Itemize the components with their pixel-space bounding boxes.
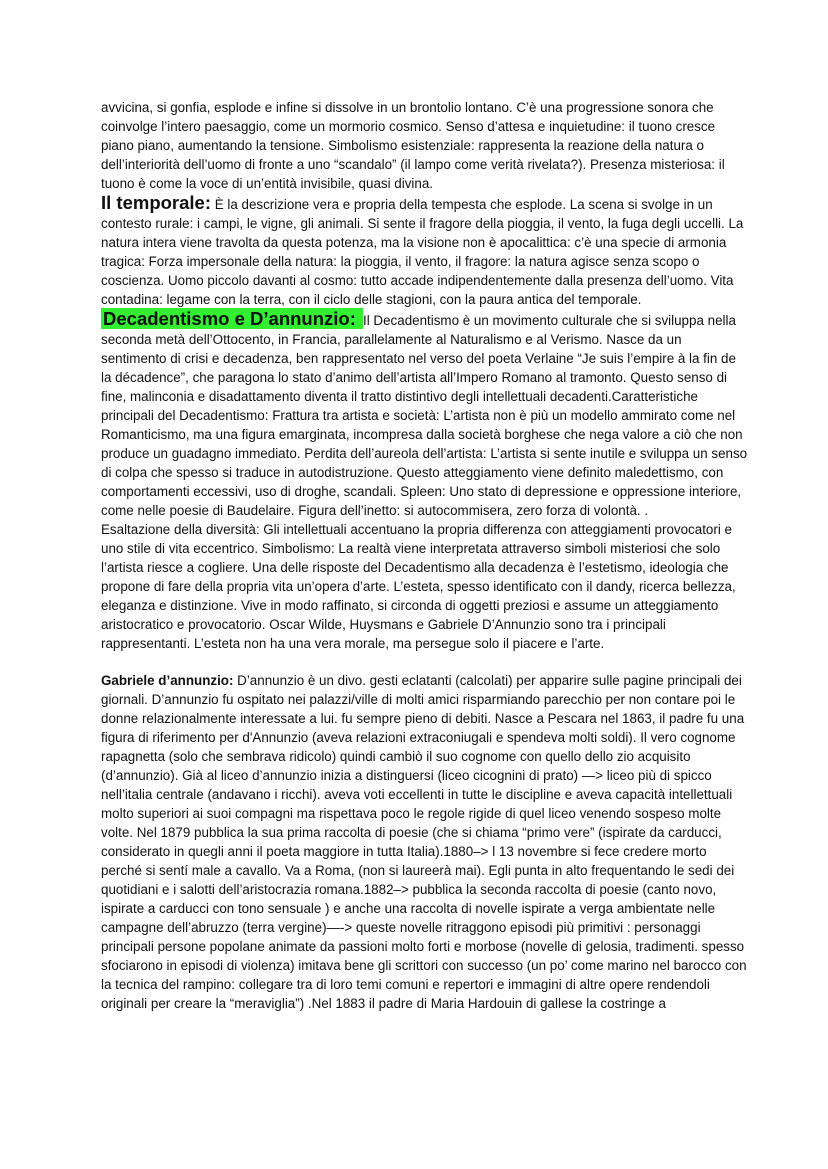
temporale-text: È la descrizione vera e propria della tempesta che esplode. La scena si svolge in un contesto rurale: i campi, le vigne, gli animali. Si sente il fragore della pioggia, il vento, la fuga degli uccelli. La natura intera viene travolta da questa potenza, ma la visione non è apocalittica: c’è una specie di armonia tragica: Forza impersonale della natura: la pioggia, il vento, il fragore: la natura agisce senza scopo o coscienza. Uomo piccolo davanti al cosmo: tutto accade indipendentemente dalla presenza dell’uomo. Vita contadina: legame con la terra, con il ciclo delle stagioni, con la paura antica del temporale.	[101, 197, 744, 307]
paragraph-gap	[101, 653, 748, 671]
paragraph-decadentismo-2	[101, 520, 748, 653]
gabriele-text: D’annunzio è un divo. gesti eclatanti (calcolati) per apparire sulle pagine principali dei giornali. D’annunzio fu ospitato nei palazzi/ville di molti amici risparmiando parecchio per non contare poi le donne relazionalmente interessate a lui. fu sempre pieno di debiti. Nasce a Pescara nel 1863, il padre fu una figura di riferimento per d'Annunzio (aveva relazioni extraconiugali e spendeva molti soldi). Il vero cognome rapagnetta (solo che sembrava ridicolo) quindi cambiò il suo cognome con quello dello zio acquisito (d’annunzio). Già al liceo d’annunzio inizia a distinguersi (liceo cicognini di prato) —> liceo più di spicco nell’italia centrale (andavano i ricchi). aveva voti eccellenti in tutte le discipline e aveva capacità intellettuali molto superiori ai suoi compagni ma rispettava poco le regole rigide di quel liceo venendo sospeso molte volte. Nel 1879 pubblica la sua prima raccolta di poesie (che si chiama “primo vere” (ispirate da carducci, considerato in quegli anni il poeta maggiore in tutta Italia).1880–> l 13 novembre si fece credere morto perché si sentí male a cavallo. Va a Roma, (non si laureerà mai). Egli punta in alto frequentando le sedi dei quotidiani e i salotti dell’aristocrazia romana.1882–> pubblica la seconda raccolta di poesie (canto novo, ispirate a carducci con tono sensuale ) e anche una raccolta di novelle ispirate a verga ambientate nelle campagne dell’abruzzo (terra vergine)—-> queste novelle ritraggono episodi più primitivi : personaggi principali persone popolane animate da passioni molto forti e morbose (novelle di gelosia, tradimenti. spesso sfociarono in episodi di violenza) imitava bene gli scrittori con successo (un po’ come marino nel barocco con la tecnica del rampino: collegare tra di loro temi comuni e repertori e immagini di altre opere rendendoli originali per creare la “meraviglia”) .Nel 1883 il padre di Maria Hardouin di gallese la costringe a	[101, 673, 747, 1011]
decadentismo-text: Il Decadentismo è un movimento culturale che si sviluppa nella seconda metà dell’Ottocento, in Francia, parallelamente al Naturalismo e al Verismo. Nasce da un sentimento di crisi e decadenza, ben rappresentato nel verso del poeta Verlaine “Je suis l’empire à la fin de la décadence”, che paragona lo stato d’animo dell’artista all’Impero Romano al tramonto. Questo senso di fine, malinconia e disadattamento diventa il tratto distintivo degli intellettuali decadenti.Caratteristiche principali del Decadentismo: Frattura tra artista e società: L’artista non è più un modello ammirato come nel Romanticismo, ma una figura emarginata, incompresa dalla società borghese che nega valore a ciò che non produce un guadagno immediato. Perdita dell’aureola dell’artista: L’artista si sente inutile e sviluppa un senso di colpa che spesso si traduce in autodistruzione. Questo atteggiamento viene definito maledettismo, con comportamenti eccessivi, uso di droghe, scandali. Spleen: Uno stato di depressione e oppressione interiore, come nelle poesie di Baudelaire. Figura dell’inetto: si autocommisera, zero forza di volontà. .	[101, 313, 748, 518]
paragraph-gabriele	[101, 671, 748, 1013]
paragraph-decadentismo	[101, 309, 748, 520]
paragraph-intro	[101, 98, 748, 193]
heading-temporale: Il temporale:	[101, 192, 211, 213]
decadentismo-text-2: Esaltazione della diversità: Gli intellettuali accentuano la propria differenza con atteggiamenti provocatori e uno stile di vita eccentrico. Simbolismo: La realtà viene interpretata attraverso simboli misteriosi che solo l’artista riesce a cogliere. Una delle risposte del Decadentismo alla decadenza è l’estetismo, ideologia che propone di fare della propria vita un’opera d’arte. L’esteta, spesso identificato con il dandy, ricerca bellezza, eleganza e distinzione. Vive in modo raffinato, si circonda di oggetti preziosi e assume un atteggiamento aristocratico e provocatorio. Oscar Wilde, Huysmans e Gabriele D’Annunzio sono tra i principali rappresentanti. L’esteta non ha una vera morale, ma persegue solo il piacere e l’arte.	[101, 522, 736, 651]
heading-decadentismo: Decadentismo e D’annunzio:	[103, 308, 362, 329]
paragraph-temporale	[101, 193, 748, 309]
intro-text: avvicina, si gonfia, esplode e infine si dissolve in un brontolio lontano. C’è una progressione sonora che coinvolge l’intero paesaggio, come un mormorio cosmico. Senso d’attesa e inquietudine: il tuono cresce piano piano, aumentando la tensione. Simbolismo esistenziale: rappresenta la reazione della natura o dell’interiorità dell’uomo di fronte a uno “scandalo” (il lampo come verità rivelata?). Presenza misteriosa: il tuono è come la voce di un’entità invisibile, quasi divina.	[101, 100, 725, 191]
heading-gabriele: Gabriele d’annunzio:	[101, 673, 234, 688]
